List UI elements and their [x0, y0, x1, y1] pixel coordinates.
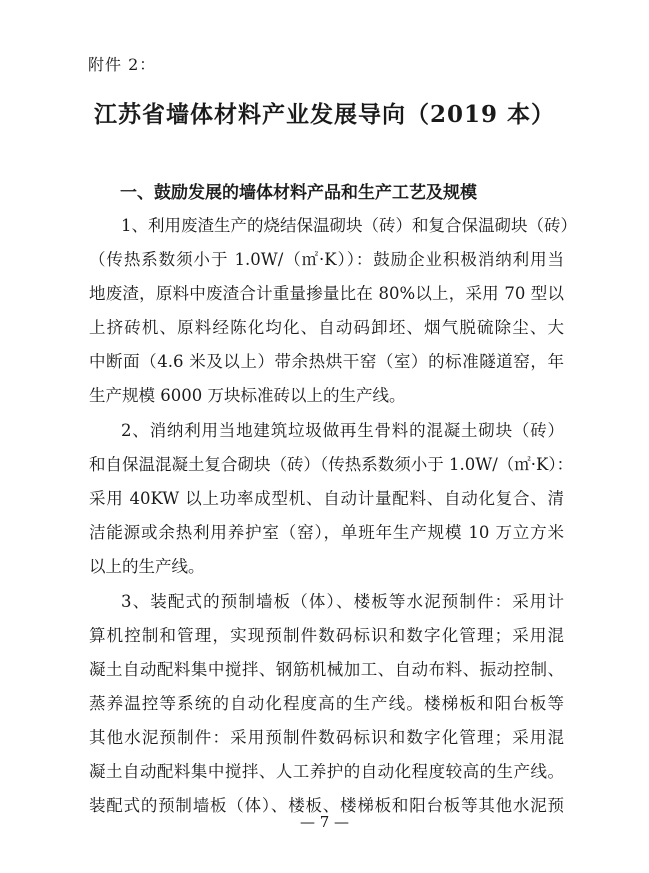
body-line: 凝土自动配料集中搅拌、人工养护的自动化程度较高的生产线。: [89, 762, 564, 781]
body-line: 生产规模 6000 万块标准砖以上的生产线。: [89, 386, 406, 405]
body-line: 凝土自动配料集中搅拌、钢筋机械加工、自动布料、振动控制、: [89, 660, 564, 679]
body-line: 地废渣，原料中废渣合计重量掺量比在 80%以上，采用 70 型以: [89, 284, 564, 303]
section-heading: 一、鼓励发展的墙体材料产品和生产工艺及规模: [120, 183, 477, 203]
body-line: 中断面（4.6 米及以上）带余热烘干窑（室）的标准隧道窑，年: [89, 352, 564, 371]
document-title: 江苏省墙体材料产业发展导向（2019 本）: [93, 101, 556, 128]
body-line: 上挤砖机、原料经陈化均化、自动码卸坯、烟气脱硫除尘、大: [89, 318, 564, 337]
body-line: 洁能源或余热利用养护室（窑），单班年生产规模 10 万立方米: [89, 523, 564, 542]
body-line: 蒸养温控等系统的自动化程度高的生产线。楼梯板和阳台板等: [89, 694, 564, 713]
body-line: 采用 40KW 以上功率成型机、自动计量配料、自动化复合、清: [89, 489, 564, 508]
body-line: 算机控制和管理，实现预制件数码标识和数字化管理；采用混: [89, 626, 564, 645]
page-number: — 7 —: [299, 813, 350, 831]
body-line: （传热系数须小于 1.0W/（㎡·K））：鼓励企业积极消纳利用当: [89, 250, 564, 269]
body-line: 1、利用废渣生产的烧结保温砌块（砖）和复合保温砌块（砖）: [121, 216, 577, 235]
body-line: 以上的生产线。: [89, 557, 205, 576]
body-line: 3、装配式的预制墙板（体）、楼板等水泥预制件：采用计: [121, 592, 564, 611]
body-line: 装配式的预制墙板（体）、楼板、楼梯板和阳台板等其他水泥预: [89, 796, 564, 815]
body-line: 2、消纳利用当地建筑垃圾做再生骨料的混凝土砌块（砖）: [121, 421, 564, 440]
body-line: 其他水泥预制件：采用预制件数码标识和数字化管理；采用混: [89, 728, 564, 747]
body-line: 和自保温混凝土复合砌块（砖）（传热系数须小于 1.0W/（㎡·K）：: [89, 455, 574, 474]
attachment-label: 附件 2：: [88, 55, 157, 74]
